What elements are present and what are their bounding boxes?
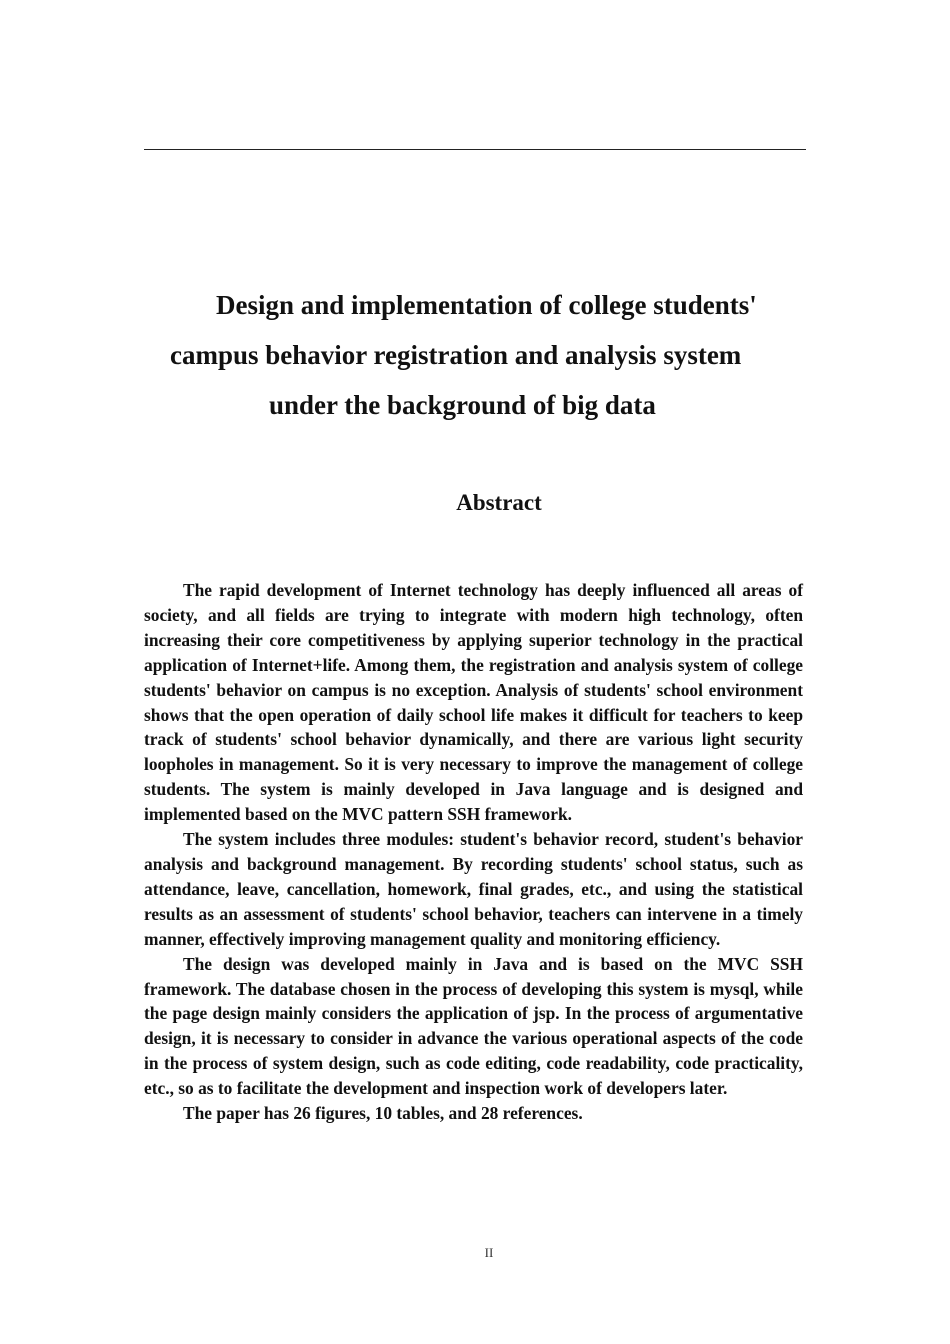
abstract-heading: Abstract (456, 490, 542, 515)
abstract-paragraph-2: The system includes three modules: student's behavior record, student's behavior analysis and background management. By recording students' school status, such as attendance, leave, cancellation, homework, final grades, etc., and using the statistical results as an assessment of students' school behavior, teachers can intervene in a timely manner, effectively improving management quality and monitoring efficiency. (144, 829, 803, 949)
abstract-body (144, 578, 803, 1126)
title-line-1: Design and implementation of college students' (216, 290, 757, 320)
abstract-paragraph-1: The rapid development of Internet technology has deeply influenced all areas of society, and all fields are trying to integrate with modern high technology, often increasing their core competitiveness by applying superior technology in the practical application of Internet+life. Among them, the registration and analysis system of college students' behavior on campus is no exception. Analysis of students' school environment shows that the open operation of daily school life makes it difficult for teachers to keep track of students' school behavior dynamically, and there are various light security loopholes in management. So it is very necessary to improve the management of college students. The system is mainly developed in Java language and is designed and implemented based on the MVC pattern SSH framework. (144, 580, 803, 825)
header-rule (144, 149, 806, 150)
page-number: II (484, 1245, 494, 1260)
abstract-paragraph-4: The paper has 26 figures, 10 tables, and 28 references. (183, 1103, 583, 1124)
title-line-3: under the background of big data (269, 390, 656, 420)
abstract-paragraph-3: The design was developed mainly in Java and is based on the MVC SSH framework. The database chosen in the process of developing this system is mysql, while the page design mainly considers the application of jsp. In the process of argumentative design, it is necessary to consider in advance the various operational aspects of the code in the process of system design, such as code editing, code readability, code practicality, etc., so as to facilitate the development and inspection work of developers later. (144, 953, 803, 1099)
title-line-2: campus behavior registration and analysis system (170, 340, 742, 370)
paper-title (144, 280, 806, 430)
